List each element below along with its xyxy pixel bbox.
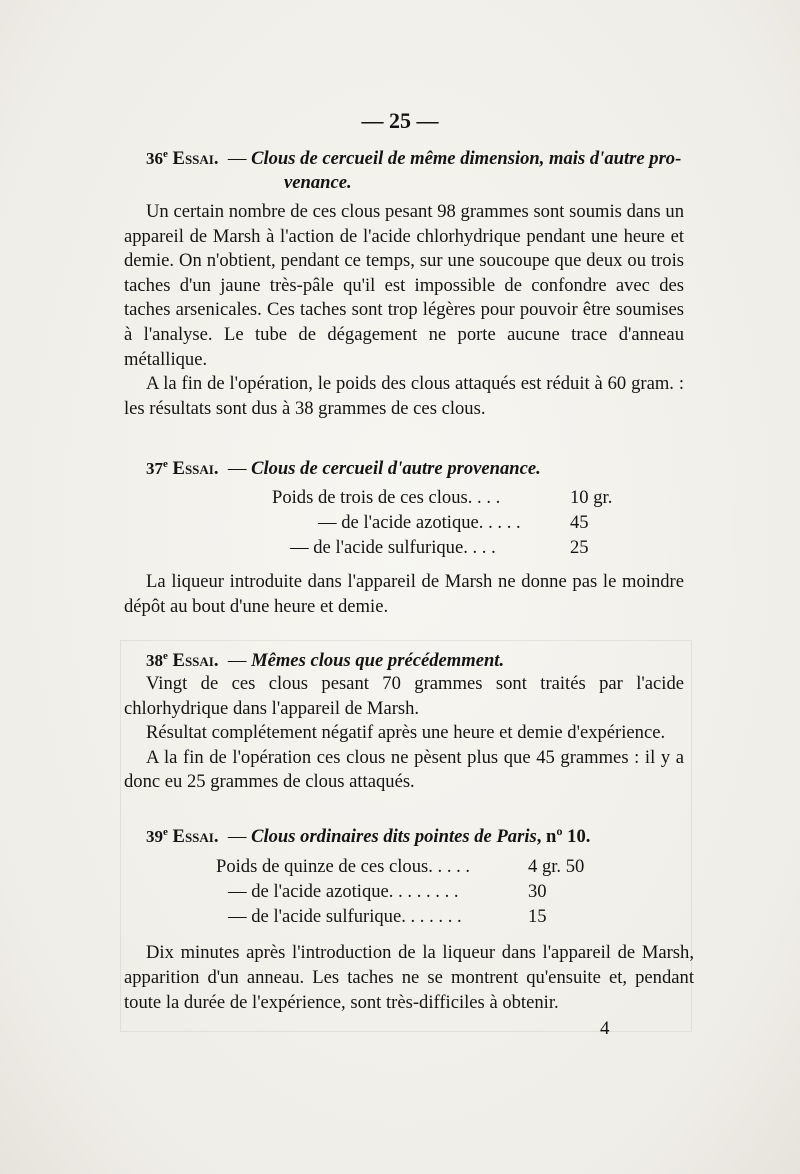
essai-39-heading (124, 820, 684, 849)
essai-36-body (124, 200, 684, 421)
essai-37-row-value: 10 gr. (570, 487, 613, 508)
essai-38-para3: A la fin de l'opération ces clous ne pèsent plus que 45 grammes : il y a donc eu 25 grammes de clous attaqués. (124, 746, 684, 793)
page-number: — 25 — (361, 108, 439, 133)
essai-38-dash: — (227, 650, 247, 672)
essai-39-dash: — (227, 826, 247, 848)
essai-39-num: 39 (146, 827, 163, 847)
essai-37-num: 37 (146, 459, 163, 479)
essai-38-title: Mêmes clous que précédemment. (251, 650, 505, 672)
essai-36-sup: e (163, 148, 168, 160)
essai-39-row-label: — de l'acide sulfurique. . . . . . . (228, 906, 462, 927)
essai-39-label: Essai. (172, 826, 219, 848)
signature-mark: 4 (600, 1018, 610, 1039)
essai-37-sup: e (163, 458, 168, 470)
essai-38-para1: Vingt de ces clous pesant 70 grammes sont traités par l'acide chlorhydrique dans l'appareil de Marsh. (124, 673, 684, 719)
essai-38-para2: Résultat complétement négatif après une heure et demie d'expérience. (146, 722, 666, 744)
essai-36-heading (124, 142, 684, 195)
essai-37-title: Clous de cercueil d'autre provenance. (251, 458, 541, 480)
essai-39-row-label: Poids de quinze de ces clous. . . . . (216, 856, 471, 877)
essai-37-label: Essai. (172, 458, 219, 480)
essai-38-sup: e (163, 650, 168, 662)
essai-37-para: La liqueur introduite dans l'appareil de Marsh ne donne pas le moindre dépôt au bout d'une heure et demie. (124, 571, 684, 617)
essai-36-dash: — (227, 148, 247, 170)
essai-37-row-value: 45 (570, 512, 589, 533)
essai-37-row-label: — de l'acide sulfurique. . . . (290, 537, 496, 558)
essai-37-dash: — (227, 458, 247, 480)
essai-37-row-label: — de l'acide azotique. . . . . (318, 512, 521, 533)
essai-37-body (124, 570, 684, 619)
essai-36-para1: Un certain nombre de ces clous pesant 98 grammes sont soumis dans un appareil de Marsh à l'action de l'acide chlorhydrique pendant une heure et demie. On n'obtient, pendant ce temps, sur une soucoupe que deux ou trois taches d'un jaune très-pâle qu'il est impossible de confondre avec des taches arsenicales. Ces taches sont trop légères pour pouvoir être soumises à l'analyse. Le tube de dégagement ne porte aucune trace d'anneau métallique. (124, 201, 684, 370)
essai-39-sup: e (163, 826, 168, 838)
essai-36-para2: A la fin de l'opération, le poids des clous attaqués est réduit à 60 gram. : les résultats sont dus à 38 grammes de ces clous. (124, 373, 684, 419)
essai-36-title-line2: venance. (284, 172, 352, 194)
essai-39-row-value: 30 (528, 881, 547, 902)
essai-38-body (124, 672, 684, 795)
essai-38-num: 38 (146, 651, 163, 671)
essai-36-label: Essai. (172, 148, 219, 170)
essai-39-title-num: , nº 10. (536, 826, 591, 848)
essai-39-row-label: — de l'acide azotique. . . . . . . . (228, 881, 459, 902)
essai-39-row-value: 4 gr. 50 (528, 856, 585, 877)
essai-39-row-value: 15 (528, 906, 547, 927)
essai-36-num: 36 (146, 149, 163, 169)
essai-38-label: Essai. (172, 650, 219, 672)
essai-37-row-value: 25 (570, 537, 589, 558)
essai-39-title: Clous ordinaires dits pointes de Paris (251, 826, 537, 848)
essai-37-heading (124, 452, 684, 481)
essai-36-title-line1: Clous de cercueil de même dimension, mais d'autre pro- (251, 148, 682, 170)
essai-39-body (124, 940, 694, 1015)
essai-37-row-label: Poids de trois de ces clous. . . . (272, 487, 501, 508)
essai-39-para: Dix minutes après l'introduction de la liqueur dans l'appareil de Marsh, apparition d'un anneau. Les taches ne se montrent qu'ensuite et, pendant toute la durée de l'expérience, sont très-difficiles à obtenir. (124, 942, 694, 1013)
essai-38-heading (124, 644, 684, 673)
